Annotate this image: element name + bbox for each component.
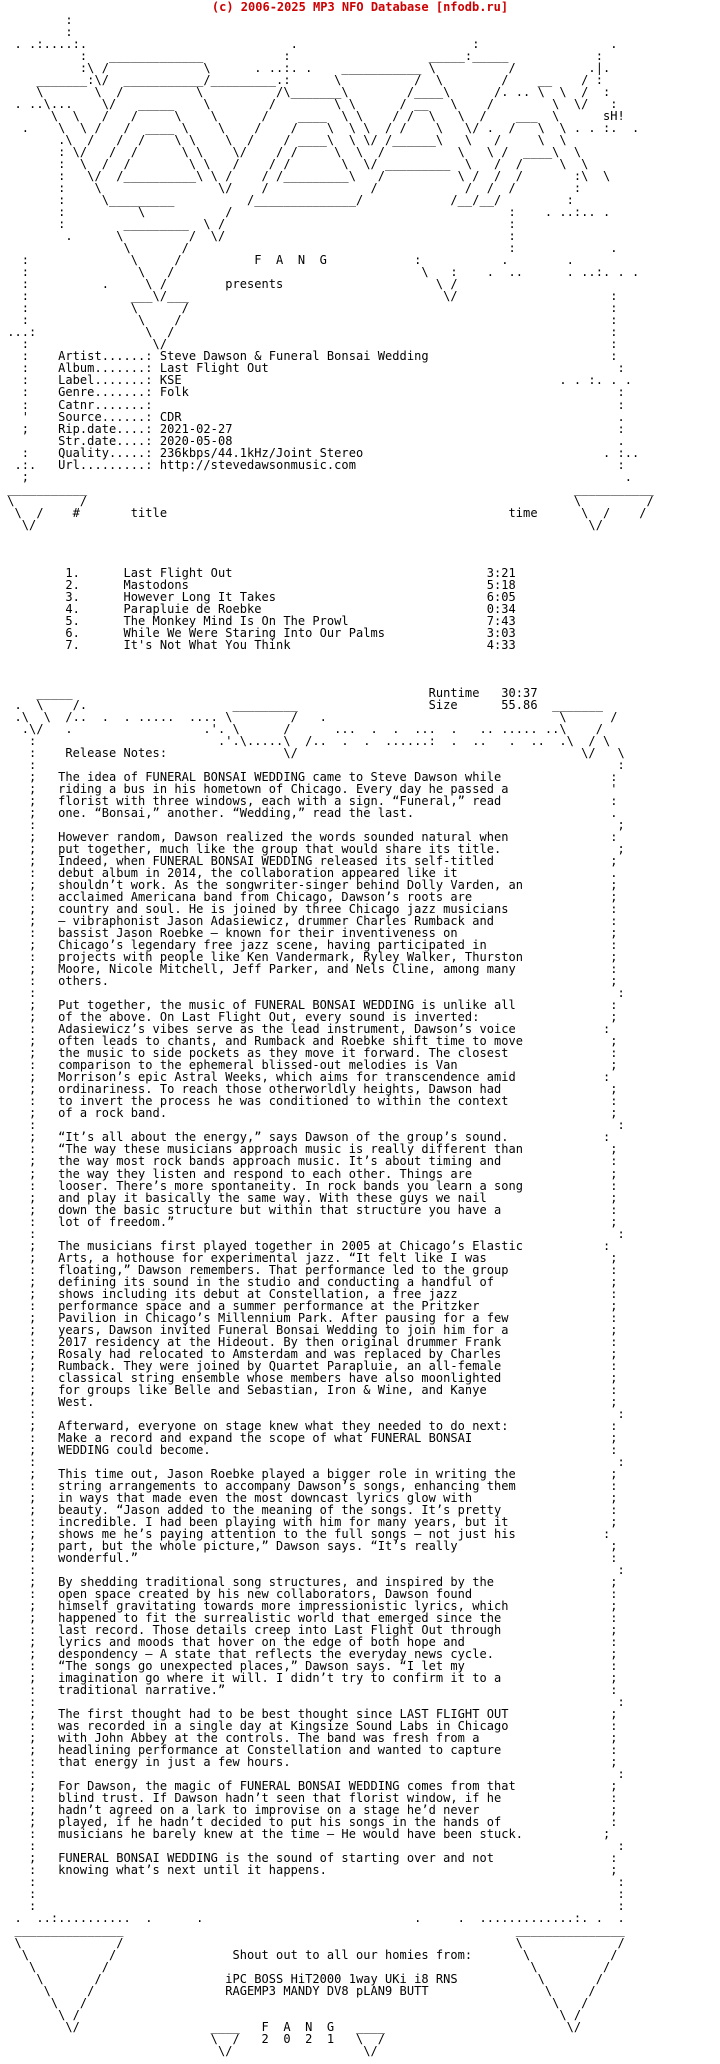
nfo-text: : : . .:....:. . : . : _____________ : _____:_____ : :\ / \ . ..:. . ___________ \ / .|. _______:\/ ___________/_________.: \ / \ / __ / : \ \ / \ /\_______\ /____\ /. .. \ \ / : . ..\... \/ _____ \ / \ \ / __ \ / \ \/ : \ \ / / \ \ / ____ \ \ / / \ \ / ___ \ sH! . \ \ / / ____ \ \ / / \ \ \ / / \ \/ . / \ \ . . :. . .\ / / / \ \ \ / / ____\ \ \/ /______\ \ / \ \ : \/ / / \ \ \/ / / \ \ / \ \ / ____\ \ : \ / / \ \ / / / \ \/ _________ \ / / \ \ : \/ /__________\ \ / / /_________\ / \ / / / :\ \ : \ \/ / / / / / : : \_________ /______________/ /__/__/ : : \ / : . ..:.. . : _________ \ / : . \ / \/ : \ / : . : \ / F A N G : . . : \ / \ : . .. . ..:. . . : . \ / presents \ / : ___\/___ \/ : : \ / : : \ / : ...: \ / : : \/ : : Artist......: Steve Dawson & Funeral Bonsai Wedding : : Album.......: Last Flight Out : : Label.......: KSE . . :. . . : Genre.......: Folk : : Catnr.......: : ' Source......: CDR . ; Rip.date....: 2021-02-27 : Str.date....: 2020-05-08 . : Quality.....: 236kbps/44.1kHz/Joint Stereo . :.. .:. Url.........: http://stevedawsonmusic.com : ; . ___________ ___________ \ / \ / \ / # title time \ / / \/ \/ 1. Last Flight Out 3:21 2. Mastodons 5:18 3. However Long It Takes 6:05 4. Parapluie de Roebke 0:34 5. The Monkey Mind Is On The Prowl 7:43 6. While We Were Staring Into Our Palms 3:03 7. It's Not What You Think 4:33 _____ Runtime 30:37 . \ /. _________ Size 55.86 _______ .\ \ /.. . . ..... .... \ / . \ / .\/ . .'. \ / ... . . ... . .. ..... ..\ / : .'.\.....\ /.. . . ......: . .. . .. .\ / \ : Release Notes: \/ \/ \ : : ; The idea of FUNERAL BONSAI WEDDING came to Steve Dawson while : ; riding a bus in his hometown of Chicago. Every day he passed a ' ; florist with three windows, each with a sign. “Funeral,” read : ; one. “Bonsai,” another. “Wedding,” read the last. . : ; ; However random, Dawson realized the words sounded natural when : ; put together, much like the group that would share its title. ; ; Indeed, when FUNERAL BONSAI WEDDING released its self-titled ; : debut album in 2014, the collaboration appeared like it . ; shouldn’t work. As the songwriter-singer behind Dolly Varden, an ; : acclaimed Americana band from Chicago, Dawson’s roots are ; ; country and soul. He is joined by three Chicago jazz musicians : ; — vibraphonist Jason Adasiewicz, drummer Charles Rumback and : : bassist Jason Roebke — known for their inventiveness on ; ; Chicago’s legendary free jazz scene, having participated in : : projects with people like Ken Vandermark, Ryley Walker, Thurston ; ; Moore, Nicole Mitchell, Jeff Parker, and Nels Cline, among many : : others. ; : : ; Put together, the music of FUNERAL BONSAI WEDDING is unlike all : ; of the above. On Last Flight Out, every sound is inverted: ; : Adasiewicz’s vibes serve as the lead instrument, Dawson’s voice : ; often leads to chants, and Rumback and Roebke shift time to move ; ; the music to side pockets as they move it forward. The closest : : comparison to the ephemeral blissed-out melodies is Van ; ; Morrison’s epic Astral Weeks, which aims for transcendence amid : ; ordinariness. To reach those otherworldly heights, Dawson had ; : to invert the process he was conditioned to within the context : ; of a rock band. ; : : ; “It’s all about the energy,” says Dawson of the group’s sound. : : “The way these musicians approach music is really different than ; ; the way most rock bands approach music. It’s about timing and : ; the way they listen and respond to each other. Things are ; : looser. There’s more spontaneity. In rock bands you learn a song : ; and play it basically the same way. With these guys we nail ; ; down the basic structure but within that structure you have a : : lot of freedom.” ; : : ; The musicians first played together in 2005 at Chicago’s Elastic : ; Arts, a hothouse for experimental jazz. “It felt like I was ; : floating,” Dawson remembers. That performance led to the group : ; defining its sound in the studio and conducting a handful of ; ; shows including its debut at Constellation, a free jazz : : performance space and a summer performance at the Pritzker ; ; Pavilion in Chicago’s Millennium Park. After pausing for a few : ; years, Dawson invited Funeral Bonsai Wedding to join him for a ; : 2017 residency at the Hideout. By then original drummer Frank : ; Rosaly had relocated to Amsterdam and was replaced by Charles ; ; Rumback. They were joined by Quartet Parapluie, an all-female : : classical string ensemble whose members have also moonlighted ; ; for groups like Belle and Sebastian, Iron & Wine, and Kanye : : West. ; : : ; Afterward, everyone on stage knew what they needed to do next: : : Make a record and expand the scope of what FUNERAL BONSAI ; ; WEDDING could become. : : : ; This time out, Jason Roebke played a bigger role in writing the ; : string arrangements to accompany Dawson’s songs, enhancing them : ; in ways that made even the most downcast lyrics glow with ; ; beauty. “Jason added to the meaning of the songs. It’s pretty : : incredible. I had been playing with him for many years, but it ; ; shows me he’s paying attention to the full songs — not just his : ; part, but the whole picture,” Dawson says. “It’s really ; : wonderful.” : : : ; By shedding traditional song structures, and inspired by the ; : open space created by his new collaborators, Dawson found : ; himself gravitating towards more impressionistic lyrics, which ; ; happened to fit the surrealistic world that emerged since the : : last record. Those details creep into Last Flight Out through ; ; lyrics and moods that hover on the edge of both hope and : ; despondency — A state that reflects the everyday news cycle. ; : “The songs go unexpected places,” Dawson says. “I let my : ; imagination go where it will. I didn’t try to confirm it to a ; : traditional narrative.” : : : ; The first thought had to be best thought since LAST FLIGHT OUT ; : was recorded in a single day at Kingsize Sound Labs in Chicago : ; with John Abbey at the controls. The band was fresh from a ; ; headlining performance at Constellation and wanted to capture : : that energy in just a few hours. ; : : ; For Dawson, the magic of FUNERAL BONSAI WEDDING comes from that ; : blind trust. If Dawson hadn’t seen that florist window, if he : ; hadn’t agreed on a lark to improvise on a stage he’d never ; ; played, if he hadn’t decided to put his songs in the hands of : : musicians he barely knew at the time — He would have been stuck. ; : : ; FUNERAL BONSAI WEDDING is the sound of starting over and not : : knowing what’s next until it happens. ; : : : : : : . ..:.......... . . . . .............:. . . _______________ _______________ \ / \ / \ / Shout out to all our homies from: \ / \ / \ / \ / iPC BOSS HiT2000 1way UKi i8 RNS \ / \ / RAGEMP3 MANDY DV8 pLAN9 BUTT \ / \ / \ / \ / \ / \/ ____ F A N G ____ \/ \ / 2 0 2 1 \ / \/ \/: [7, 14, 654, 2058]
site-header: (c) 2006-2025 MP3 NFO Database [nfodb.ru]: [211, 0, 509, 14]
